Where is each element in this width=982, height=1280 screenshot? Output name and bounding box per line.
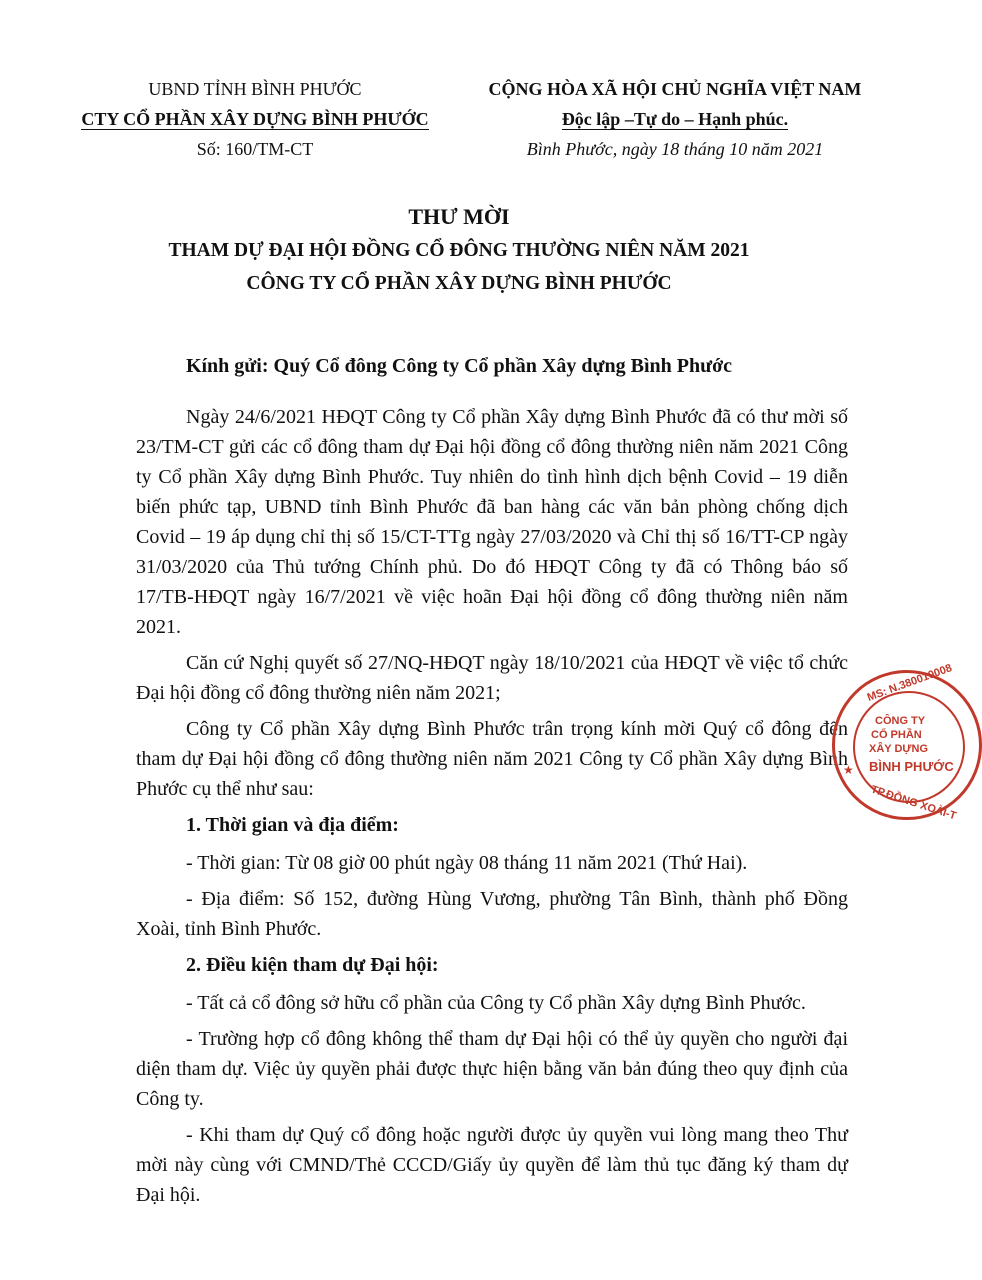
- seal-line-3: XÂY DỰNG: [869, 743, 929, 755]
- seal-ring-top-text: MS: N.380010008: [865, 662, 954, 704]
- section-heading-time-place: 1. Thời gian và địa điểm:: [186, 814, 399, 836]
- seal-line-2: CỔ PHẦN: [871, 729, 922, 741]
- meeting-time: - Thời gian: Từ 08 giờ 00 phút ngày 08 tháng 11 năm 2021 (Thứ Hai).: [186, 852, 748, 874]
- issuer-header: [40, 74, 470, 164]
- document-number: Số: 160/TM-CT: [196, 139, 314, 159]
- paragraph-background: Ngày 24/6/2021 HĐQT Công ty Cổ phần Xây dựng Bình Phước đã có thư mời số 23/TM-CT gửi các cổ đông tham dự Đại hội đồng cổ đông thường niên năm 2021 Công ty Cổ phần Xây dựng Bình Phước. Tuy nhiên do tình hình dịch bệnh Covid – 19 diễn biến phức tạp, UBND tỉnh Bình Phước đã ban hàng các văn bản phòng chống dịch Covid – 19 áp dụng chỉ thị số 15/CT-TTg ngày 27/03/2020 và Chỉ thị số 16/TT-CP ngày 31/03/2020 của Thủ tướng Chính phủ. Do đó HĐQT Công ty đã có Thông báo số 17/TB-HĐQT ngày 16/7/2021 về việc hoãn Đại hội đồng cổ đông thường niên năm 2021.: [136, 406, 848, 638]
- title-line-3: CÔNG TY CỔ PHẦN XÂY DỰNG BÌNH PHƯỚC: [246, 273, 672, 294]
- seal-ring-bottom-text: TP.ĐỒNG XOÀI-T: [869, 783, 958, 823]
- company-name: CTY CỔ PHẦN XÂY DỰNG BÌNH PHƯỚC: [81, 109, 429, 129]
- title-main: THƯ MỜI: [408, 204, 510, 229]
- nation-title: CỘNG HÒA XÃ HỘI CHỦ NGHĨA VIỆT NAM: [488, 79, 862, 99]
- national-header: [470, 74, 880, 164]
- title-line-2: THAM DỰ ĐẠI HỘI ĐỒNG CỔ ĐÔNG THƯỜNG NIÊN NĂM 2021: [168, 240, 750, 261]
- national-motto: Độc lập –Tự do – Hạnh phúc.: [561, 109, 789, 129]
- letter-body: [136, 402, 848, 1216]
- paragraph-invitation: Công ty Cổ phần Xây dựng Bình Phước trân trọng kính mời Quý cổ đông đến tham dự Đại hội đồng cổ đông thường niên năm 2021 Công ty Cổ phần Xây dựng Bình Phước cụ thể như sau:: [136, 718, 848, 800]
- section-heading-conditions: 2. Điều kiện tham dự Đại hội:: [186, 954, 439, 976]
- seal-line-1: CÔNG TY: [875, 715, 926, 727]
- condition-item-2: - Trường hợp cổ đông không thể tham dự Đại hội có thể ủy quyền cho người đại diện tham dự. Việc ủy quyền phải được thực hiện bằng văn bản đúng theo quy định của Công ty.: [136, 1028, 848, 1110]
- document-title: [0, 200, 918, 300]
- condition-item-1: - Tất cả cổ đông sở hữu cổ phần của Công ty Cổ phần Xây dựng Bình Phước.: [186, 992, 806, 1014]
- company-seal: [832, 662, 982, 823]
- star-icon: ★: [843, 763, 854, 777]
- condition-item-3: - Khi tham dự Quý cổ đông hoặc người được ủy quyền vui lòng mang theo Thư mời này cùng với CMND/Thẻ CCCD/Giấy ủy quyền để làm thủ tục đăng ký tham dự Đại hội.: [136, 1124, 848, 1206]
- place-date: Bình Phước, ngày 18 tháng 10 năm 2021: [526, 139, 824, 159]
- seal-line-4: BÌNH PHƯỚC: [869, 759, 954, 774]
- paragraph-legal-basis: Căn cứ Nghị quyết số 27/NQ-HĐQT ngày 18/10/2021 của HĐQT về việc tổ chức Đại hội đồng cổ đông thường niên năm 2021;: [136, 652, 848, 704]
- meeting-place: - Địa điểm: Số 152, đường Hùng Vương, phường Tân Bình, thành phố Đồng Xoài, tỉnh Bình Phước.: [136, 888, 848, 940]
- authority-name: UBND TỈNH BÌNH PHƯỚC: [148, 79, 362, 99]
- greeting: Kính gửi: Quý Cổ đông Công ty Cổ phần Xây dựng Bình Phước: [185, 355, 733, 377]
